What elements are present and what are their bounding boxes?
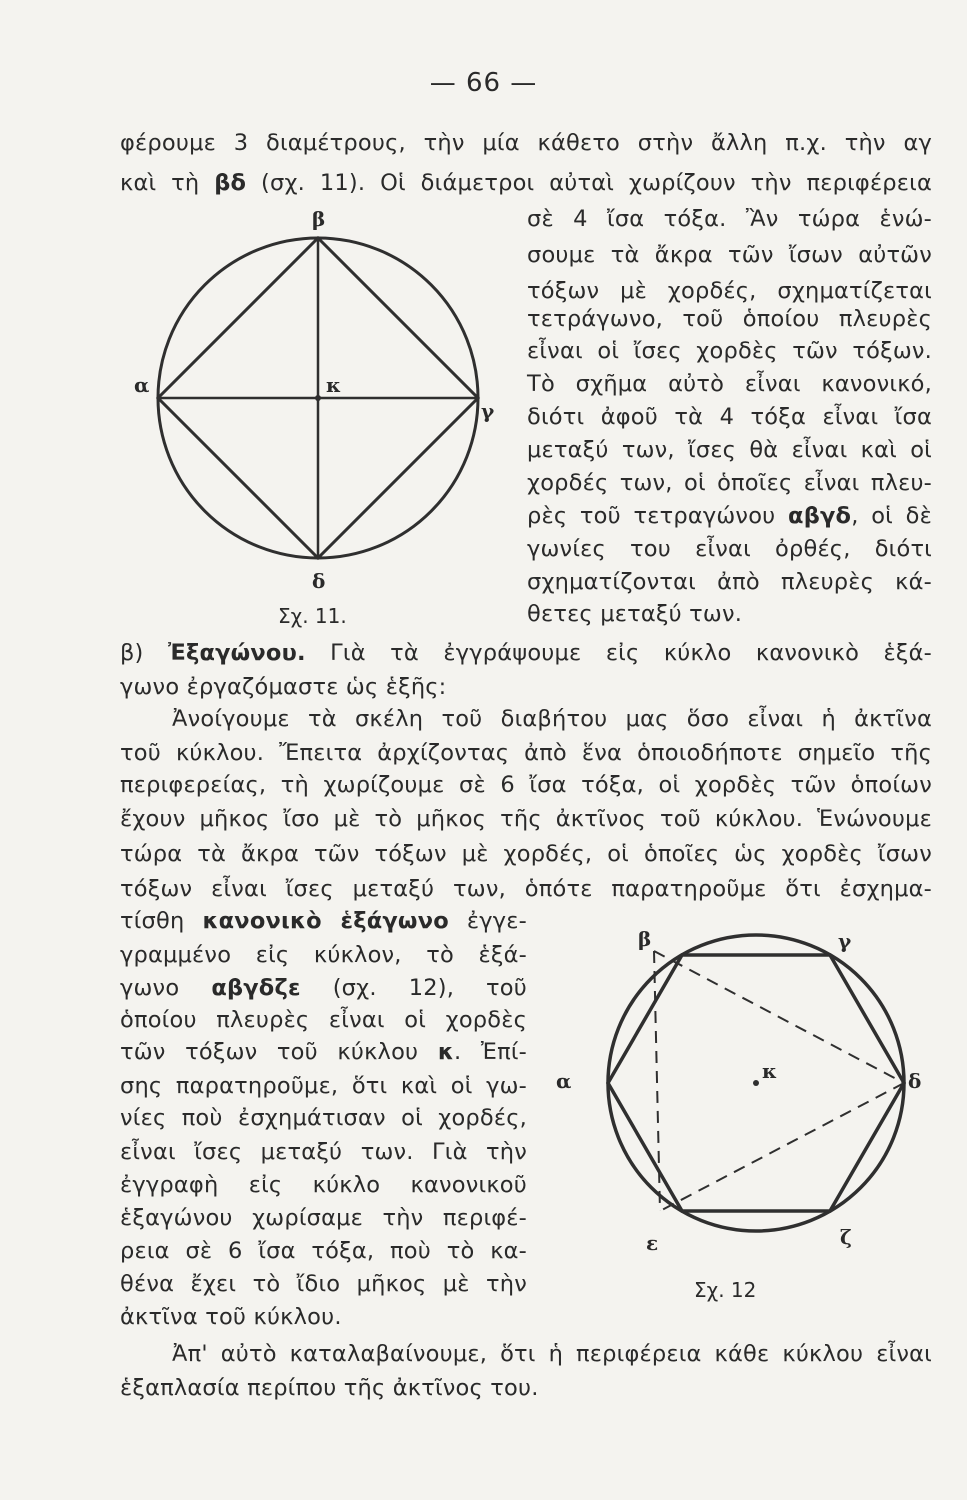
text-line: διότι ἀφοῦ τὰ 4 τόξα εἶναι ἴσα [527, 404, 932, 430]
text-line: θένα ἔχει τὸ ἴδιο μῆκος μὲ τὴν [120, 1271, 527, 1297]
fig11-label-alpha: α [134, 373, 150, 397]
text-line: ἐγγραφὴ εἰς κύκλο κανονικοῦ [120, 1172, 527, 1198]
text-line: ἀκτῖνα τοῦ κύκλου. [120, 1304, 342, 1330]
fig11-label-delta: δ [312, 569, 326, 593]
text-line: ρεια σὲ 6 ἴσα τόξα, ποὺ τὸ κα- [120, 1238, 527, 1264]
text-span: β) [120, 640, 168, 666]
text-line: ἑξαγώνου χωρίσαμε τὴν περιφέ- [120, 1205, 527, 1231]
text-span: , οἱ δὲ [851, 503, 932, 529]
fig12-label-gamma: γ [838, 929, 852, 953]
text-line: εἶναι οἱ ἴσες χορδὲς τῶν τόξων. [527, 338, 932, 364]
figure-12 [548, 926, 948, 1286]
bold-span: αβγδζε [211, 975, 301, 1001]
text-line: Τὸ σχῆμα αὐτὸ εἶναι κανονικό, [527, 371, 932, 397]
text-span: . Ἐπί- [454, 1039, 527, 1065]
text-line: μεταξύ των, ἴσες θὰ εἶναι καὶ οἱ [527, 437, 932, 463]
text-span: ρὲς τοῦ τετραγώνου [527, 503, 789, 529]
text-line: φέρουμε 3 διαμέτρους, τὴν μία κάθετο στὴν ἄλλη π.χ. τὴν αγ [120, 130, 932, 156]
text-line: εἶναι ἴσες μεταξύ των. Γιὰ τὴν [120, 1139, 527, 1165]
text-line: τώρα τὰ ἄκρα τῶν τόξων μὲ χορδές, οἱ ὁποῖες ὡς χορδὲς ἴσων [120, 841, 932, 867]
text-line [120, 640, 932, 666]
text-line [120, 1039, 527, 1065]
fig12-center-point [753, 1080, 759, 1086]
fig11-label-kappa: κ [326, 373, 341, 397]
text-line [527, 503, 932, 529]
fig12-label-kappa: κ [762, 1059, 777, 1083]
text-span: καὶ τὴ [120, 170, 215, 196]
fig12-label-zeta: ζ [840, 1225, 852, 1249]
text-line: ἑξαπλασία περίπου τῆς ἀκτῖνος του. [120, 1375, 539, 1401]
text-line: γωνίες του εἶναι ὀρθές, διότι [527, 536, 932, 562]
text-span: ἐγγε- [448, 908, 527, 934]
fig12-label-delta: δ [908, 1069, 922, 1093]
text-line: τοῦ κύκλου. Ἔπειτα ἀρχίζοντας ἀπὸ ἕνα ὁποιοδήποτε σημεῖο τῆς [120, 740, 932, 766]
text-span: τίσθη [120, 908, 203, 934]
text-line: ὁποίου πλευρὲς εἶναι οἱ χορδὲς [120, 1007, 527, 1033]
text-line: τόξων εἶναι ἴσες μεταξύ των, ὁπότε παρατηροῦμε ὅτι ἐσχημα- [120, 876, 932, 902]
text-line: γραμμένο εἰς κύκλον, τὸ ἑξά- [120, 942, 527, 968]
text-line [120, 170, 932, 196]
text-span: τῶν τόξων τοῦ κύκλου [120, 1039, 438, 1065]
fig12-label-alpha: α [556, 1069, 572, 1093]
text-line: χορδές των, οἱ ὁποῖες εἶναι πλευ- [527, 470, 932, 496]
text-line: Ἀπ' αὐτὸ καταλαβαίνουμε, ὅτι ἡ περιφέρεια κάθε κύκλου εἶναι [172, 1341, 932, 1367]
text-line: ἔχουν μῆκος ἴσο μὲ τὸ μῆκος τῆς ἀκτῖνος τοῦ κύκλου. Ἑνώνουμε [120, 806, 932, 832]
text-line: σουμε τὰ ἄκρα τῶν ἴσων αὐτῶν [527, 242, 932, 268]
text-line: σὲ 4 ἴσα τόξα. Ἂν τώρα ἑνώ- [527, 206, 932, 232]
text-line: Ἀνοίγουμε τὰ σκέλη τοῦ διαβήτου μας ὅσο εἶναι ἡ ἀκτῖνα [172, 706, 932, 732]
fig12-label-epsilon: ε [646, 1231, 659, 1255]
fig11-center-point [315, 395, 321, 401]
fig11-caption: Σχ. 11. [278, 604, 347, 628]
text-line: θετες μεταξύ των. [527, 601, 743, 627]
bold-span: κ [437, 1039, 455, 1065]
text-line: περιφερείας, τὴ χωρίζουμε σὲ 6 ἴσα τόξα, οἱ χορδὲς τῶν ὁποίων [120, 772, 932, 798]
bold-span: αβγδ [788, 503, 852, 529]
text-line [120, 908, 527, 934]
fig11-label-gamma: γ [481, 399, 495, 423]
page-number: — 66 — [429, 68, 538, 98]
text-line [120, 975, 527, 1001]
text-line: σης παρατηροῦμε, ὅτι καὶ οἱ γω- [120, 1073, 527, 1099]
text-line: σχηματίζονται ἀπὸ πλευρὲς κά- [527, 569, 932, 595]
bold-span: κανονικὸ ἑξάγωνο [202, 908, 449, 934]
fig11-label-beta: β [312, 207, 326, 231]
text-span: Γιὰ τὰ ἐγγράψουμε εἰς κύκλο κανονικὸ ἑξά- [305, 640, 932, 666]
text-span: γωνο [120, 975, 212, 1001]
text-line: γωνο ἐργαζόμαστε ὡς ἑξῆς: [120, 674, 447, 700]
fig12-caption: Σχ. 12 [694, 1278, 757, 1302]
fig12-label-beta: β [638, 927, 652, 951]
text-line: νίες ποὺ ἐσχημάτισαν οἱ χορδές, [120, 1105, 527, 1131]
figure-11 [134, 200, 500, 600]
text-line: τόξων μὲ χορδές, σχηματίζεται [527, 278, 932, 304]
text-span: (σχ. 11). Οἱ διάμετροι αὐταὶ χωρίζουν τὴν περιφέρεια [246, 170, 932, 196]
text-span: (σχ. 12), τοῦ [300, 975, 527, 1001]
text-line: τετράγωνο, τοῦ ὁποίου πλευρὲς [527, 306, 932, 332]
section-heading: Ἐξαγώνου. [167, 640, 306, 666]
fig12-dashed-chord [654, 951, 660, 1211]
bold-span: βδ [214, 170, 247, 196]
